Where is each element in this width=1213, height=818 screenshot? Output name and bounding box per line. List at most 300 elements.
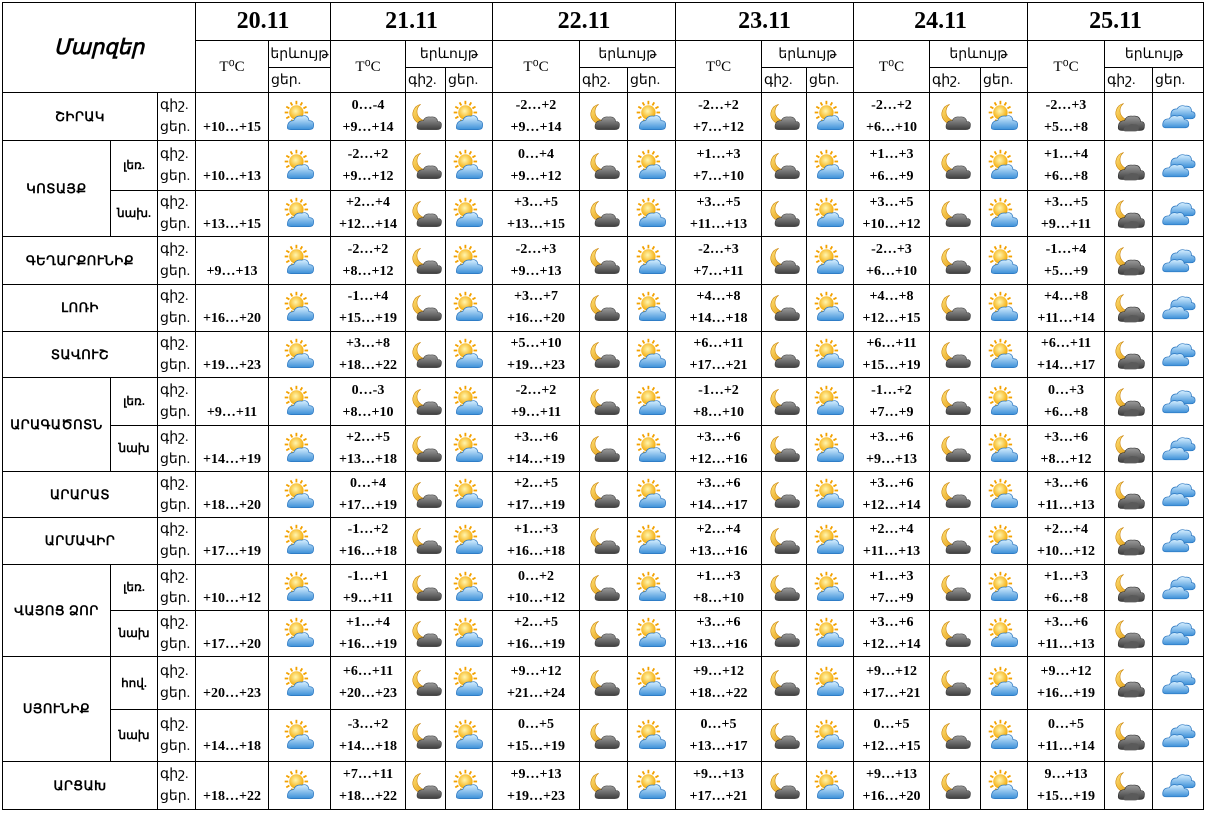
partly-sunny-icon: [269, 565, 331, 611]
night-temp: 0…+5: [1048, 716, 1084, 732]
moon-cloud-icon: [762, 518, 807, 565]
cloudy-icon: [1153, 332, 1204, 378]
day-temp: +12…+16: [689, 451, 748, 467]
day-temp: +12…+14: [862, 497, 921, 513]
partly-sunny-icon: [269, 426, 331, 472]
day-temp: +11…+13: [1037, 636, 1095, 652]
partly-sunny-icon: [981, 657, 1028, 710]
day-temp: +17…+19: [203, 544, 261, 559]
day-temp: +9…+11: [342, 590, 394, 606]
partly-sunny-icon: [981, 191, 1028, 237]
temp-cell: [1028, 93, 1105, 141]
partly-sunny-icon: [628, 518, 676, 565]
night-temp: -2…+3: [698, 241, 739, 257]
day-temp: +9…+12: [342, 168, 394, 184]
night-temp: +2…+4: [346, 194, 390, 210]
night-label: գիշ.: [160, 664, 189, 679]
night-label: գիշ.: [160, 766, 189, 782]
day-temp: +7…+10: [693, 168, 744, 184]
moon-cloud-icon: [762, 237, 807, 285]
partly-sunny-icon: [807, 472, 854, 518]
day-temp: +13…+16: [689, 544, 748, 559]
night-temp: +3…+6: [696, 475, 741, 491]
forecast-row: [3, 285, 1204, 332]
temp-cell: [196, 657, 269, 710]
partly-sunny-icon: [269, 710, 331, 762]
period-labels: [158, 191, 196, 237]
temp-cell: [854, 141, 930, 191]
partly-sunny-icon: [981, 518, 1028, 565]
period-labels: [158, 285, 196, 332]
forecast-row: [3, 426, 1204, 472]
forecast-row: [3, 518, 1204, 565]
day-temp: +9…+14: [342, 119, 394, 135]
day-label: ցեր.: [160, 404, 191, 420]
day-label: ցեր.: [160, 357, 191, 373]
day-label: ցեր.: [160, 590, 191, 606]
partly-sunny-icon: [981, 710, 1028, 762]
moon-cloud-icon: [930, 332, 981, 378]
temp-cell: [196, 237, 269, 285]
temp-cell: [854, 565, 930, 611]
cloudy-icon: [1153, 141, 1204, 191]
region-name: ԱՐՄԱՎԻՐ: [3, 518, 158, 565]
night-temp: -1…+2: [698, 382, 739, 398]
temp-cell: [196, 762, 269, 810]
temp-cell: [196, 426, 269, 472]
period-labels: [158, 710, 196, 762]
forecast-row: [3, 565, 1204, 611]
night-temp: 9…+13: [1044, 766, 1088, 782]
temp-cell: [1028, 191, 1105, 237]
night-temp: +3…+6: [869, 429, 914, 445]
subregion-label: լեռ.: [111, 141, 158, 191]
cloudy-icon: [1153, 285, 1204, 332]
night-temp: +4…+8: [869, 289, 914, 304]
temp-cell: [676, 611, 762, 657]
temp-cell: [676, 93, 762, 141]
night-temp: +1…+3: [1044, 568, 1088, 584]
phenomenon-header: երևույթ: [762, 41, 854, 68]
temp-cell: [493, 332, 580, 378]
night-temp: +2…+4: [869, 522, 914, 537]
temp-cell: [331, 332, 406, 378]
partly-sunny-icon: [446, 191, 493, 237]
moon-cloud-icon: [406, 472, 446, 518]
day-temp: +18…+20: [203, 497, 261, 513]
night-header: գիշ.: [762, 68, 807, 93]
date-header: 25.11: [1028, 3, 1204, 41]
day-temp: +16…+19: [339, 636, 397, 652]
night-temp: +9…+12: [866, 664, 917, 679]
moon-cloud-icon: [762, 657, 807, 710]
partly-sunny-icon: [807, 285, 854, 332]
day-temp: +9…+13: [866, 451, 917, 467]
day-temp: +6…+8: [1044, 168, 1088, 184]
day-temp: +10…+12: [862, 216, 921, 232]
partly-sunny-icon: [981, 332, 1028, 378]
temp-cell: [493, 285, 580, 332]
temp-cell: [331, 565, 406, 611]
temp-cell: [854, 472, 930, 518]
night-temp: +2…+5: [514, 475, 558, 491]
period-labels: [158, 657, 196, 710]
temp-cell: [331, 285, 406, 332]
period-labels: [158, 611, 196, 657]
phenomenon-header: երևույթ: [580, 41, 676, 68]
moon-dark-cloud-icon: [1105, 332, 1153, 378]
temp-header: T⁰C: [196, 41, 269, 93]
forecast-row: [3, 191, 1204, 237]
temp-cell: [331, 518, 406, 565]
day-temp: +14…+18: [203, 738, 261, 754]
temp-cell: [854, 93, 930, 141]
day-temp: +8…+10: [693, 404, 744, 420]
phenomenon-header: երևույթ: [1105, 41, 1204, 68]
partly-sunny-icon: [807, 611, 854, 657]
night-temp: +5…+10: [510, 335, 562, 351]
night-temp: +2…+4: [1044, 522, 1088, 537]
temp-cell: [676, 285, 762, 332]
cloudy-icon: [1153, 191, 1204, 237]
day-temp: +12…+14: [862, 636, 921, 652]
day-temp: +11…+13: [1037, 497, 1095, 513]
cloudy-icon: [1153, 378, 1204, 426]
partly-sunny-icon: [807, 426, 854, 472]
moon-cloud-icon: [580, 141, 628, 191]
day-temp: +19…+23: [507, 788, 565, 804]
temp-cell: [331, 141, 406, 191]
day-temp: +13…+15: [203, 216, 261, 232]
partly-sunny-icon: [807, 237, 854, 285]
moon-cloud-icon: [762, 191, 807, 237]
day-temp: +6…+8: [1044, 590, 1088, 606]
temp-cell: [854, 285, 930, 332]
partly-sunny-icon: [269, 518, 331, 565]
temp-cell: [331, 93, 406, 141]
region-name: ՇԻՐԱԿ: [3, 93, 158, 141]
moon-cloud-icon: [406, 518, 446, 565]
day-temp: +11…+14: [1037, 738, 1095, 754]
partly-sunny-icon: [269, 611, 331, 657]
moon-cloud-icon: [406, 657, 446, 710]
moon-cloud-icon: [406, 191, 446, 237]
partly-sunny-icon: [981, 378, 1028, 426]
partly-sunny-icon: [446, 762, 493, 810]
moon-cloud-icon: [580, 657, 628, 710]
day-temp: +11…+13: [689, 216, 748, 232]
night-temp: -2…+3: [871, 241, 912, 257]
region-name: ՎԱՅՈՑ ՁՈՐ: [3, 565, 111, 657]
moon-cloud-icon: [762, 611, 807, 657]
temp-cell: [493, 762, 580, 810]
moon-cloud-icon: [762, 141, 807, 191]
period-labels: [158, 237, 196, 285]
temp-cell: [1028, 426, 1105, 472]
temp-cell: [196, 472, 269, 518]
day-temp: +21…+24: [507, 686, 565, 701]
day-temp: +5…+9: [1044, 263, 1088, 279]
temp-header: T⁰C: [1028, 41, 1105, 93]
temp-cell: [854, 426, 930, 472]
temp-cell: [493, 657, 580, 710]
moon-cloud-icon: [406, 762, 446, 810]
day-temp: +9…+13: [206, 263, 258, 279]
cloudy-icon: [1153, 611, 1204, 657]
temp-header: T⁰C: [331, 41, 406, 93]
night-temp: +6…+11: [342, 664, 394, 679]
day-label: ցեր.: [160, 168, 191, 184]
partly-sunny-icon: [446, 611, 493, 657]
temp-cell: [676, 191, 762, 237]
temp-cell: [1028, 472, 1105, 518]
region-name: ԼՈՌԻ: [3, 285, 158, 332]
forecast-row: [3, 472, 1204, 518]
temp-cell: [1028, 332, 1105, 378]
temp-cell: [196, 611, 269, 657]
partly-sunny-icon: [446, 378, 493, 426]
subregion-label: լեռ.: [111, 378, 158, 426]
day-temp: +14…+18: [339, 738, 397, 754]
date-header: 20.11: [196, 3, 331, 41]
phenomenon-header: երևույթ: [930, 41, 1028, 68]
night-temp: +1…+3: [696, 146, 741, 162]
moon-cloud-icon: [762, 426, 807, 472]
partly-sunny-icon: [446, 285, 493, 332]
day-temp: +8…+10: [693, 590, 744, 606]
day-temp: +17…+21: [689, 357, 748, 373]
partly-sunny-icon: [628, 762, 676, 810]
day-temp: +7…+9: [869, 404, 914, 420]
night-temp: +3…+7: [514, 289, 558, 304]
day-temp: +16…+18: [339, 544, 397, 559]
moon-cloud-icon: [930, 237, 981, 285]
day-temp: +12…+14: [339, 216, 397, 232]
night-temp: +6…+11: [866, 335, 917, 351]
forecast-row: [3, 378, 1204, 426]
day-header: ցեր.: [446, 68, 493, 93]
day-temp: +14…+17: [689, 497, 748, 513]
temp-cell: [493, 141, 580, 191]
partly-sunny-icon: [807, 332, 854, 378]
moon-cloud-icon: [580, 472, 628, 518]
night-label: գիշ.: [160, 522, 189, 537]
night-temp: 0…+4: [518, 146, 554, 162]
partly-sunny-icon: [628, 332, 676, 378]
night-temp: +3…+6: [696, 429, 741, 445]
day-temp: +9…+12: [510, 168, 562, 184]
day-temp: +13…+18: [339, 451, 397, 467]
partly-sunny-icon: [807, 565, 854, 611]
partly-sunny-icon: [269, 191, 331, 237]
night-temp: -2…+2: [515, 97, 557, 113]
day-temp: +16…+20: [203, 311, 261, 326]
temp-cell: [854, 518, 930, 565]
night-temp: +3…+5: [1044, 194, 1088, 210]
day-label: ցեր.: [160, 216, 191, 232]
moon-cloud-icon: [930, 191, 981, 237]
partly-sunny-icon: [446, 472, 493, 518]
day-temp: +10…+12: [507, 590, 565, 606]
subregion-label: լեռ.: [111, 565, 158, 611]
temp-cell: [493, 378, 580, 426]
temp-cell: [331, 657, 406, 710]
partly-sunny-icon: [269, 657, 331, 710]
day-temp: +16…+20: [862, 788, 921, 804]
night-temp: 0…+3: [1048, 382, 1084, 398]
moon-cloud-icon: [930, 565, 981, 611]
day-temp: +17…+21: [862, 686, 921, 701]
forecast-row: [3, 611, 1204, 657]
temp-cell: [854, 332, 930, 378]
night-temp: 0…+4: [350, 475, 386, 491]
subregion-label: նախ: [111, 611, 158, 657]
night-temp: -1…+4: [1045, 241, 1087, 257]
region-name: ԱՐԱԳԱԾՈՏՆ: [3, 378, 111, 472]
partly-sunny-icon: [446, 565, 493, 611]
partly-sunny-icon: [269, 237, 331, 285]
day-temp: +14…+18: [689, 311, 748, 326]
moon-cloud-icon: [930, 93, 981, 141]
night-header: գիշ.: [1105, 68, 1153, 93]
moon-cloud-icon: [406, 285, 446, 332]
temp-cell: [854, 191, 930, 237]
subregion-label: նախ: [111, 710, 158, 762]
partly-sunny-icon: [628, 285, 676, 332]
period-labels: [158, 332, 196, 378]
temp-cell: [676, 472, 762, 518]
night-temp: +3…+6: [1044, 475, 1088, 491]
partly-sunny-icon: [628, 657, 676, 710]
temp-cell: [1028, 237, 1105, 285]
night-temp: +3…+5: [696, 194, 741, 210]
moon-dark-cloud-icon: [1105, 285, 1153, 332]
night-temp: -1…+1: [347, 568, 389, 584]
subregion-label: նախ.: [111, 191, 158, 237]
moon-cloud-icon: [762, 565, 807, 611]
moon-cloud-icon: [930, 472, 981, 518]
moon-dark-cloud-icon: [1105, 710, 1153, 762]
period-labels: [158, 762, 196, 810]
forecast-row: [3, 237, 1204, 285]
partly-sunny-icon: [807, 378, 854, 426]
cloudy-icon: [1153, 565, 1204, 611]
night-label: գիշ.: [160, 146, 189, 162]
night-label: գիշ.: [160, 335, 189, 351]
night-temp: +1…+3: [869, 568, 914, 584]
partly-sunny-icon: [807, 710, 854, 762]
region-name: ԿՈՏԱՅՔ: [3, 141, 111, 237]
moon-cloud-icon: [580, 565, 628, 611]
forecast-row: [3, 710, 1204, 762]
moon-cloud-icon: [580, 332, 628, 378]
night-temp: +1…+3: [696, 568, 741, 584]
night-label: գիշ.: [160, 97, 189, 113]
temp-cell: [196, 378, 269, 426]
period-labels: [158, 93, 196, 141]
temp-cell: [676, 518, 762, 565]
day-temp: +17…+21: [689, 788, 748, 804]
day-temp: +7…+12: [693, 119, 744, 135]
partly-sunny-icon: [807, 762, 854, 810]
moon-cloud-icon: [580, 93, 628, 141]
partly-sunny-icon: [628, 237, 676, 285]
moon-cloud-icon: [762, 332, 807, 378]
day-temp: +15…+19: [507, 738, 565, 754]
moon-dark-cloud-icon: [1105, 426, 1153, 472]
day-temp: +13…+15: [507, 216, 565, 232]
night-temp: -1…+4: [347, 289, 389, 304]
temp-cell: [1028, 657, 1105, 710]
night-temp: 0…+2: [518, 568, 554, 584]
day-temp: +10…+12: [1037, 544, 1095, 559]
day-label: ցեր.: [160, 686, 191, 701]
partly-sunny-icon: [807, 518, 854, 565]
partly-sunny-icon: [807, 191, 854, 237]
temp-cell: [196, 93, 269, 141]
day-label: ցեր.: [160, 311, 191, 326]
temp-cell: [1028, 611, 1105, 657]
moon-dark-cloud-icon: [1105, 565, 1153, 611]
day-temp: +9…+11: [510, 404, 562, 420]
phenomenon-header: երևույթ: [406, 41, 493, 68]
partly-sunny-icon: [981, 762, 1028, 810]
partly-sunny-icon: [269, 378, 331, 426]
temp-cell: [331, 237, 406, 285]
temp-cell: [196, 332, 269, 378]
partly-sunny-icon: [628, 611, 676, 657]
partly-sunny-icon: [446, 237, 493, 285]
moon-cloud-icon: [406, 141, 446, 191]
night-temp: +9…+13: [866, 766, 917, 782]
partly-sunny-icon: [269, 141, 331, 191]
moon-cloud-icon: [930, 762, 981, 810]
temp-cell: [493, 191, 580, 237]
night-label: գիշ.: [160, 716, 189, 732]
partly-sunny-icon: [981, 237, 1028, 285]
day-temp: +7…+9: [869, 590, 914, 606]
moon-cloud-icon: [580, 237, 628, 285]
night-temp: +2…+5: [514, 614, 558, 630]
partly-sunny-icon: [628, 565, 676, 611]
night-temp: -2…+3: [515, 241, 557, 257]
temp-header: T⁰C: [493, 41, 580, 93]
day-header: ցեր.: [807, 68, 854, 93]
forecast-row: [3, 332, 1204, 378]
phenomenon-header: երևույթ: [269, 41, 331, 68]
day-temp: +11…+14: [1037, 311, 1095, 326]
night-header: գիշ.: [580, 68, 628, 93]
day-temp: +18…+22: [339, 788, 397, 804]
temp-cell: [493, 237, 580, 285]
night-label: գիշ.: [160, 429, 189, 445]
partly-sunny-icon: [628, 710, 676, 762]
temp-header: T⁰C: [854, 41, 930, 93]
night-temp: -2…+3: [1045, 97, 1087, 113]
day-header: ցեր.: [628, 68, 676, 93]
day-temp: +7…+11: [693, 263, 744, 279]
night-temp: +9…+13: [693, 766, 744, 782]
subregion-label: նախ: [111, 426, 158, 472]
night-temp: -2…+2: [871, 97, 912, 113]
night-temp: +3…+6: [869, 614, 914, 630]
night-temp: -2…+2: [698, 97, 739, 113]
moon-cloud-icon: [406, 93, 446, 141]
night-temp: +4…+8: [1044, 289, 1088, 304]
temp-cell: [493, 518, 580, 565]
temp-cell: [1028, 762, 1105, 810]
partly-sunny-icon: [446, 426, 493, 472]
